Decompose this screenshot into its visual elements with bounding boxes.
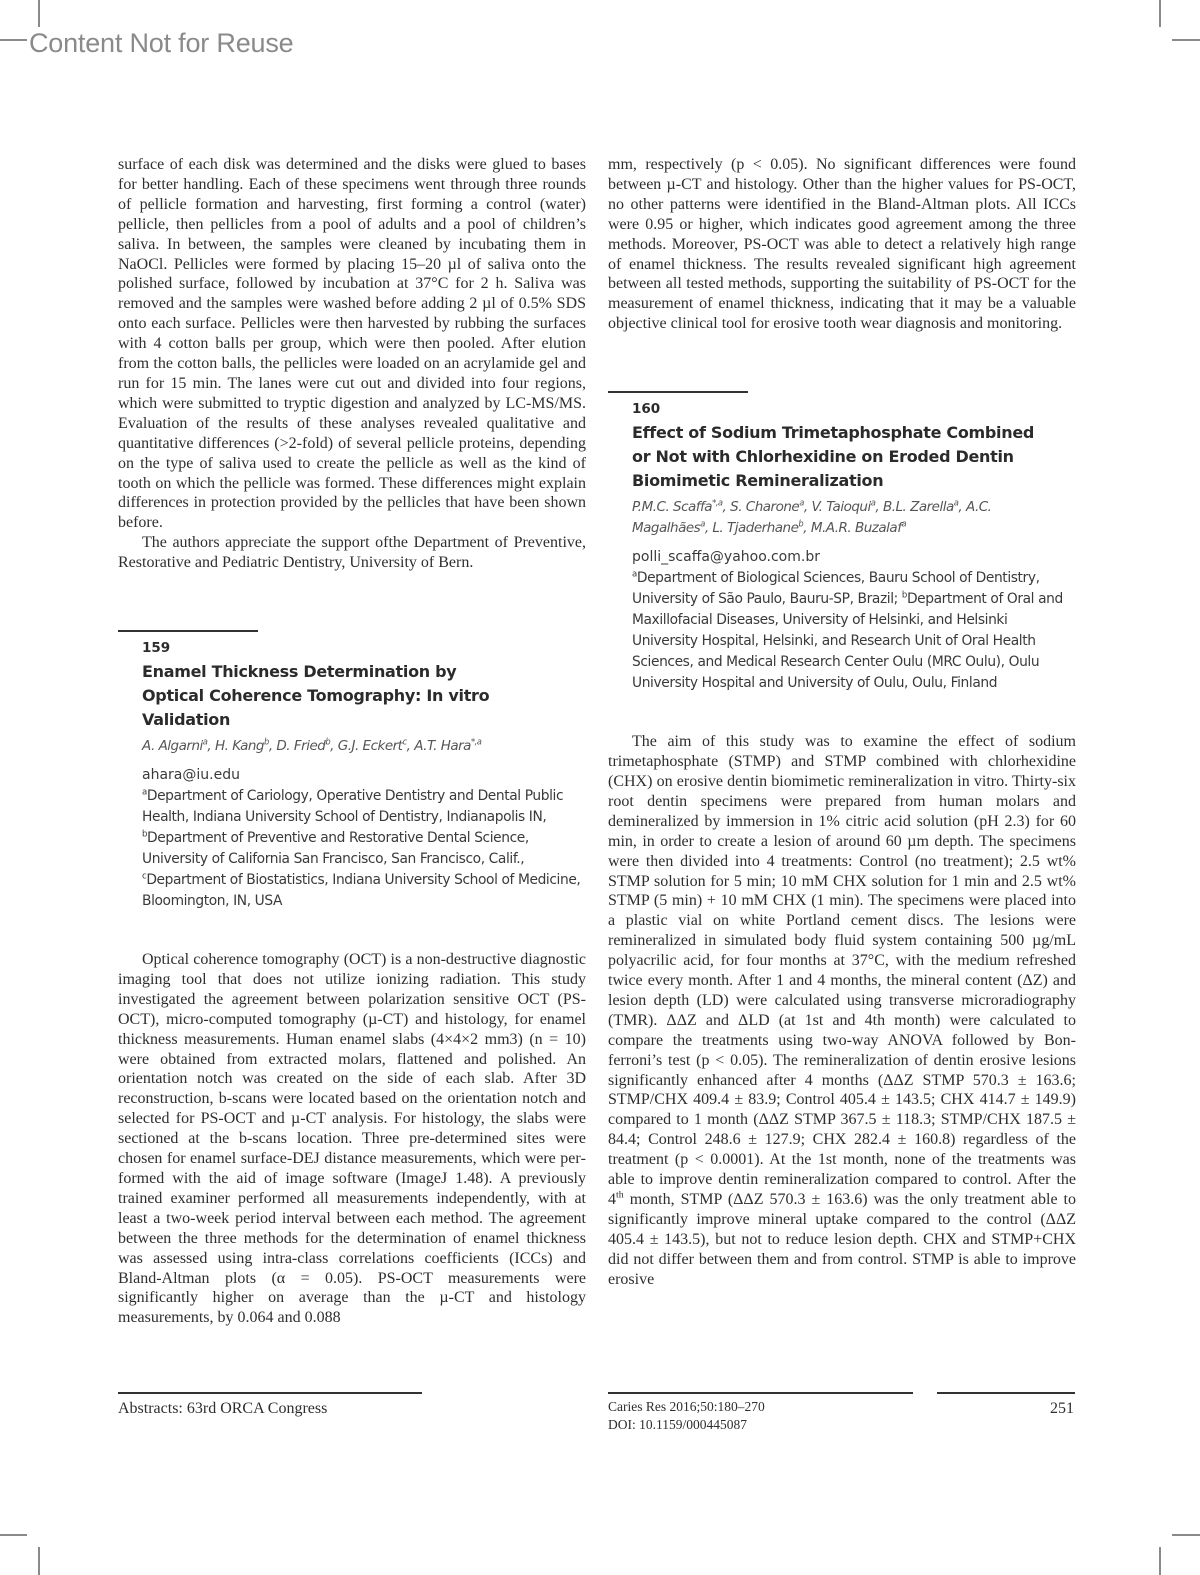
crop-mark-top-left-vertical: [38, 0, 40, 27]
crop-mark-top-right-horizontal: [1172, 39, 1200, 41]
section-rule: [608, 391, 748, 393]
affiliations: $^a$Department of Biological Sciences, Bauru School of Dentistry, University of São Paulo, Bauru-SP, Brazil; $^b$Department of Oral and Maxillofacial Diseases, University of Helsinki, and Helsinki University Hospital, Helsinki, and Research Unit of Oral Health Sciences, and Medical Research Center Oulu (MRC Oulu), Oulu University Hospital and University of Oulu, Oulu, Finland: [632, 569, 1063, 692]
left-column: [118, 155, 586, 1328]
abstract-body: The aim of this study was to examine the effect of sodium trimetaphosphate (STMP) and STMP combined with chlorhexidine (CHX) on erosive dentin biomimetic remineralization in vitro. Thirty-six root dentin specimens were prepared from human molars and demineralized by immersion in 1% citric acid solution (pH 2.3) for 60 min, in order to create a lesion of around 60 µm depth. The specimens were then divided into 4 treatments: Control (no treatment); 2.5 wt% STMP solution for 5 min; 10 mM CHX solution for 1 min and 2.5 wt% STMP (5 min) + 10 mM CHX (1 min). The specimens were placed into a plastic vial on white Portland cement discs. The lesions were remineralized in simulated body fluid system containing 500 µg/mL polyacrilic acid, for four months at 37°C, with the medium refreshed twice every month. After 1 and 4 months, the mineral content (ΔZ) and lesion depth (LD) were calculated using transverse microradiography (TMR). ΔΔZ and ΔLD (at 1st and 4th month) were calculated to compare the treatments using two-way ANOVA followed by Bonferroni’s test (p < 0.05). The remineralization of dentin erosive lesions significantly enhanced after 4 months (ΔΔZ STMP 570.3 ± 163.6; STMP/CHX 409.4 ± 83.9; Control 405.4 ± 143.5; CHX 414.7 ± 149.9) compared to 1 month (ΔΔZ STMP 367.5 ± 118.3; STMP/CHX 187.5 ± 84.4; Control 248.6 ± 127.9; CHX 282.4 ± 160.8) regardless of the treatment (p < 0.0001). At the 1st month, none of the treatments was able to improve dentin remineralization compared to control. After the 4th month, STMP (ΔΔZ 570.3 ± 163.6) was the only treatment able to significantly improve mineral uptake compared to the control (ΔΔZ 405.4 ± 143.5), but not to reduce lesion depth. CHX and STMP+CHX did not differ between them and from control. STMP is able to improve erosive: [608, 733, 1076, 1288]
footer-rule-mid: [608, 1392, 913, 1394]
section-rule: [118, 630, 258, 632]
crop-mark-top-left-horizontal: [0, 39, 27, 41]
continued-paragraph: surface of each disk was determined and the disks were glued to bases for better handling. Each of these specimens went through three rounds of pellicle formation and harvesting, first forming a control (water) pellicle, then pellicles from a pool of adults and a pool of children’s saliva. In between, the samples were cleaned by incubating them in NaOCl. Pellicles were formed by placing 15–20 µl of saliva onto the polished surface, followed by incubation at 37°C for 2 h. Saliva was removed and the samples were washed before adding 2 µl of 0.5% SDS onto each surface. Pellicles were then harvested by rubbing the surfaces with 4 cotton balls per group, which were then pooled. After elution from the cotton balls, the pellicles were loaded on an acrylamide gel and run for 15 min. The lanes were cut out and divided into four regions, which were submitted to tryptic digestion and analyzed by LC-MS/MS. Evaluation of the results of these analyses revealed qualitative and quantitative differences (>2-fold) of several pellicle proteins, depending on the type of saliva used to create the pellicle as well as the kind of tooth on which the pellicle was formed. These differences might explain differences in protection provided by the pellicles that have been shown before.: [118, 156, 586, 532]
abstract-title: Effect of Sodium Trimetaphosphate Combined or Not with Chlorhexidine on Eroded Dentin Biomimetic Remineralization: [632, 423, 1035, 491]
crop-mark-bottom-right-horizontal: [1172, 1534, 1200, 1536]
crop-mark-bottom-left-horizontal: [0, 1534, 27, 1536]
crop-mark-top-right-vertical: [1159, 0, 1161, 27]
abstract-number: 159: [142, 640, 171, 657]
abstract-title: Enamel Thickness Determination by Optical Coherence Tomography: In vitro Validation: [142, 662, 490, 730]
affiliations: $^a$Department of Cariology, Operative Dentistry and Dental Public Health, Indiana University School of Dentistry, Indianapolis IN, $^b$Department of Preventive and Restorative Dental Science, University of California San Francisco, San Francisco, Calif., $^c$Department of Biostatistics, Indiana University School of Medicine, Bloomington, IN, USA: [142, 787, 581, 910]
acknowledgement: The authors appreciate the support ofthe Department of Preventive, Restorative and Pediatric Dentistry, University of Bern.: [118, 534, 586, 572]
footer-rule-right: [937, 1392, 1075, 1394]
contact-email[interactable]: polli_scaffa@yahoo.com.br: [632, 549, 820, 566]
abstract-number: 160: [632, 401, 661, 418]
journal-citation: Caries Res 2016;50:180–270: [608, 1399, 765, 1414]
right-column: [608, 155, 1076, 1290]
abstract-body-continued: mm, respectively (p < 0.05). No significant differences were found between µ-CT and histology. Other than the higher values for PS-OCT, no other patterns were identified in the Bland-Altman plots. All ICCs were 0.95 or higher, which indicates good agreement among the three methods. Moreover, PS-OCT was able to detect a relatively high range of enamel thickness. The results revealed significant high agreement between all tested methods, supporting the suitability of PS-OCT for the measurement of enamel thickness, indicating that it may be a valuable objective clinical tool for erosive tooth wear diagnosis and monitoring.: [608, 156, 1076, 333]
crop-mark-bottom-left-vertical: [38, 1547, 40, 1575]
page-number: 251: [1050, 1400, 1074, 1417]
crop-mark-bottom-right-vertical: [1159, 1547, 1161, 1575]
author-list: P.M.C. Scaffa$^{*,a}$, S. Charone$^a$, V. Taioqui$^a$, B.L. Zarella$^a$, A.C. Magalhães$^a$, L. Tjaderhane$^b$, M.A.R. Buzalaf$^a$: [632, 497, 992, 537]
author-list: A. Algarni$^a$, H. Kang$^b$, D. Fried$^b$, G.J. Eckert$^c$, A.T. Hara$^{*,a}$: [142, 736, 482, 755]
watermark-banner: Content Not for Reuse: [29, 28, 294, 58]
running-footer: Abstracts: 63rd ORCA Congress: [118, 1400, 328, 1417]
contact-email[interactable]: ahara@iu.edu: [142, 767, 240, 784]
doi[interactable]: DOI: 10.1159/000445087: [608, 1417, 747, 1432]
footer-rule-left: [118, 1392, 422, 1394]
abstract-body: Optical coherence tomography (OCT) is a non-destructive diagnostic imaging tool that does not utilize ionizing radiation. This study investigated the agreement between polarization sensitive OCT (PS-OCT), micro-computed tomography (µ-CT) and histology, for enamel thickness measurements. Human enamel slabs (4×4×2 mm3) (n = 10) were obtained from extracted molars, flattened and polished. An orientation notch was created on the side of each slab. After 3D reconstruction, b-scans were located based on the orientation notch and selected for PS-OCT and µ-CT analysis. For histology, the slabs were sectioned at the b-scans location. Three pre-determined sites were chosen for enamel surface-DEJ distance measurements, which were performed with the aid of image software (ImageJ 1.48). A previously trained examiner performed all measurements independently, with at least a two-week period interval between each method. The agreement between the three methods for the determination of enamel thickness was assessed using intra-class correlations coefficients (ICCs) and Bland-Altman plots (α = 0.05). PS-OCT measurements were significantly higher on average than the µ-CT and histology measurements, by 0.064 and 0.088: [118, 951, 586, 1327]
